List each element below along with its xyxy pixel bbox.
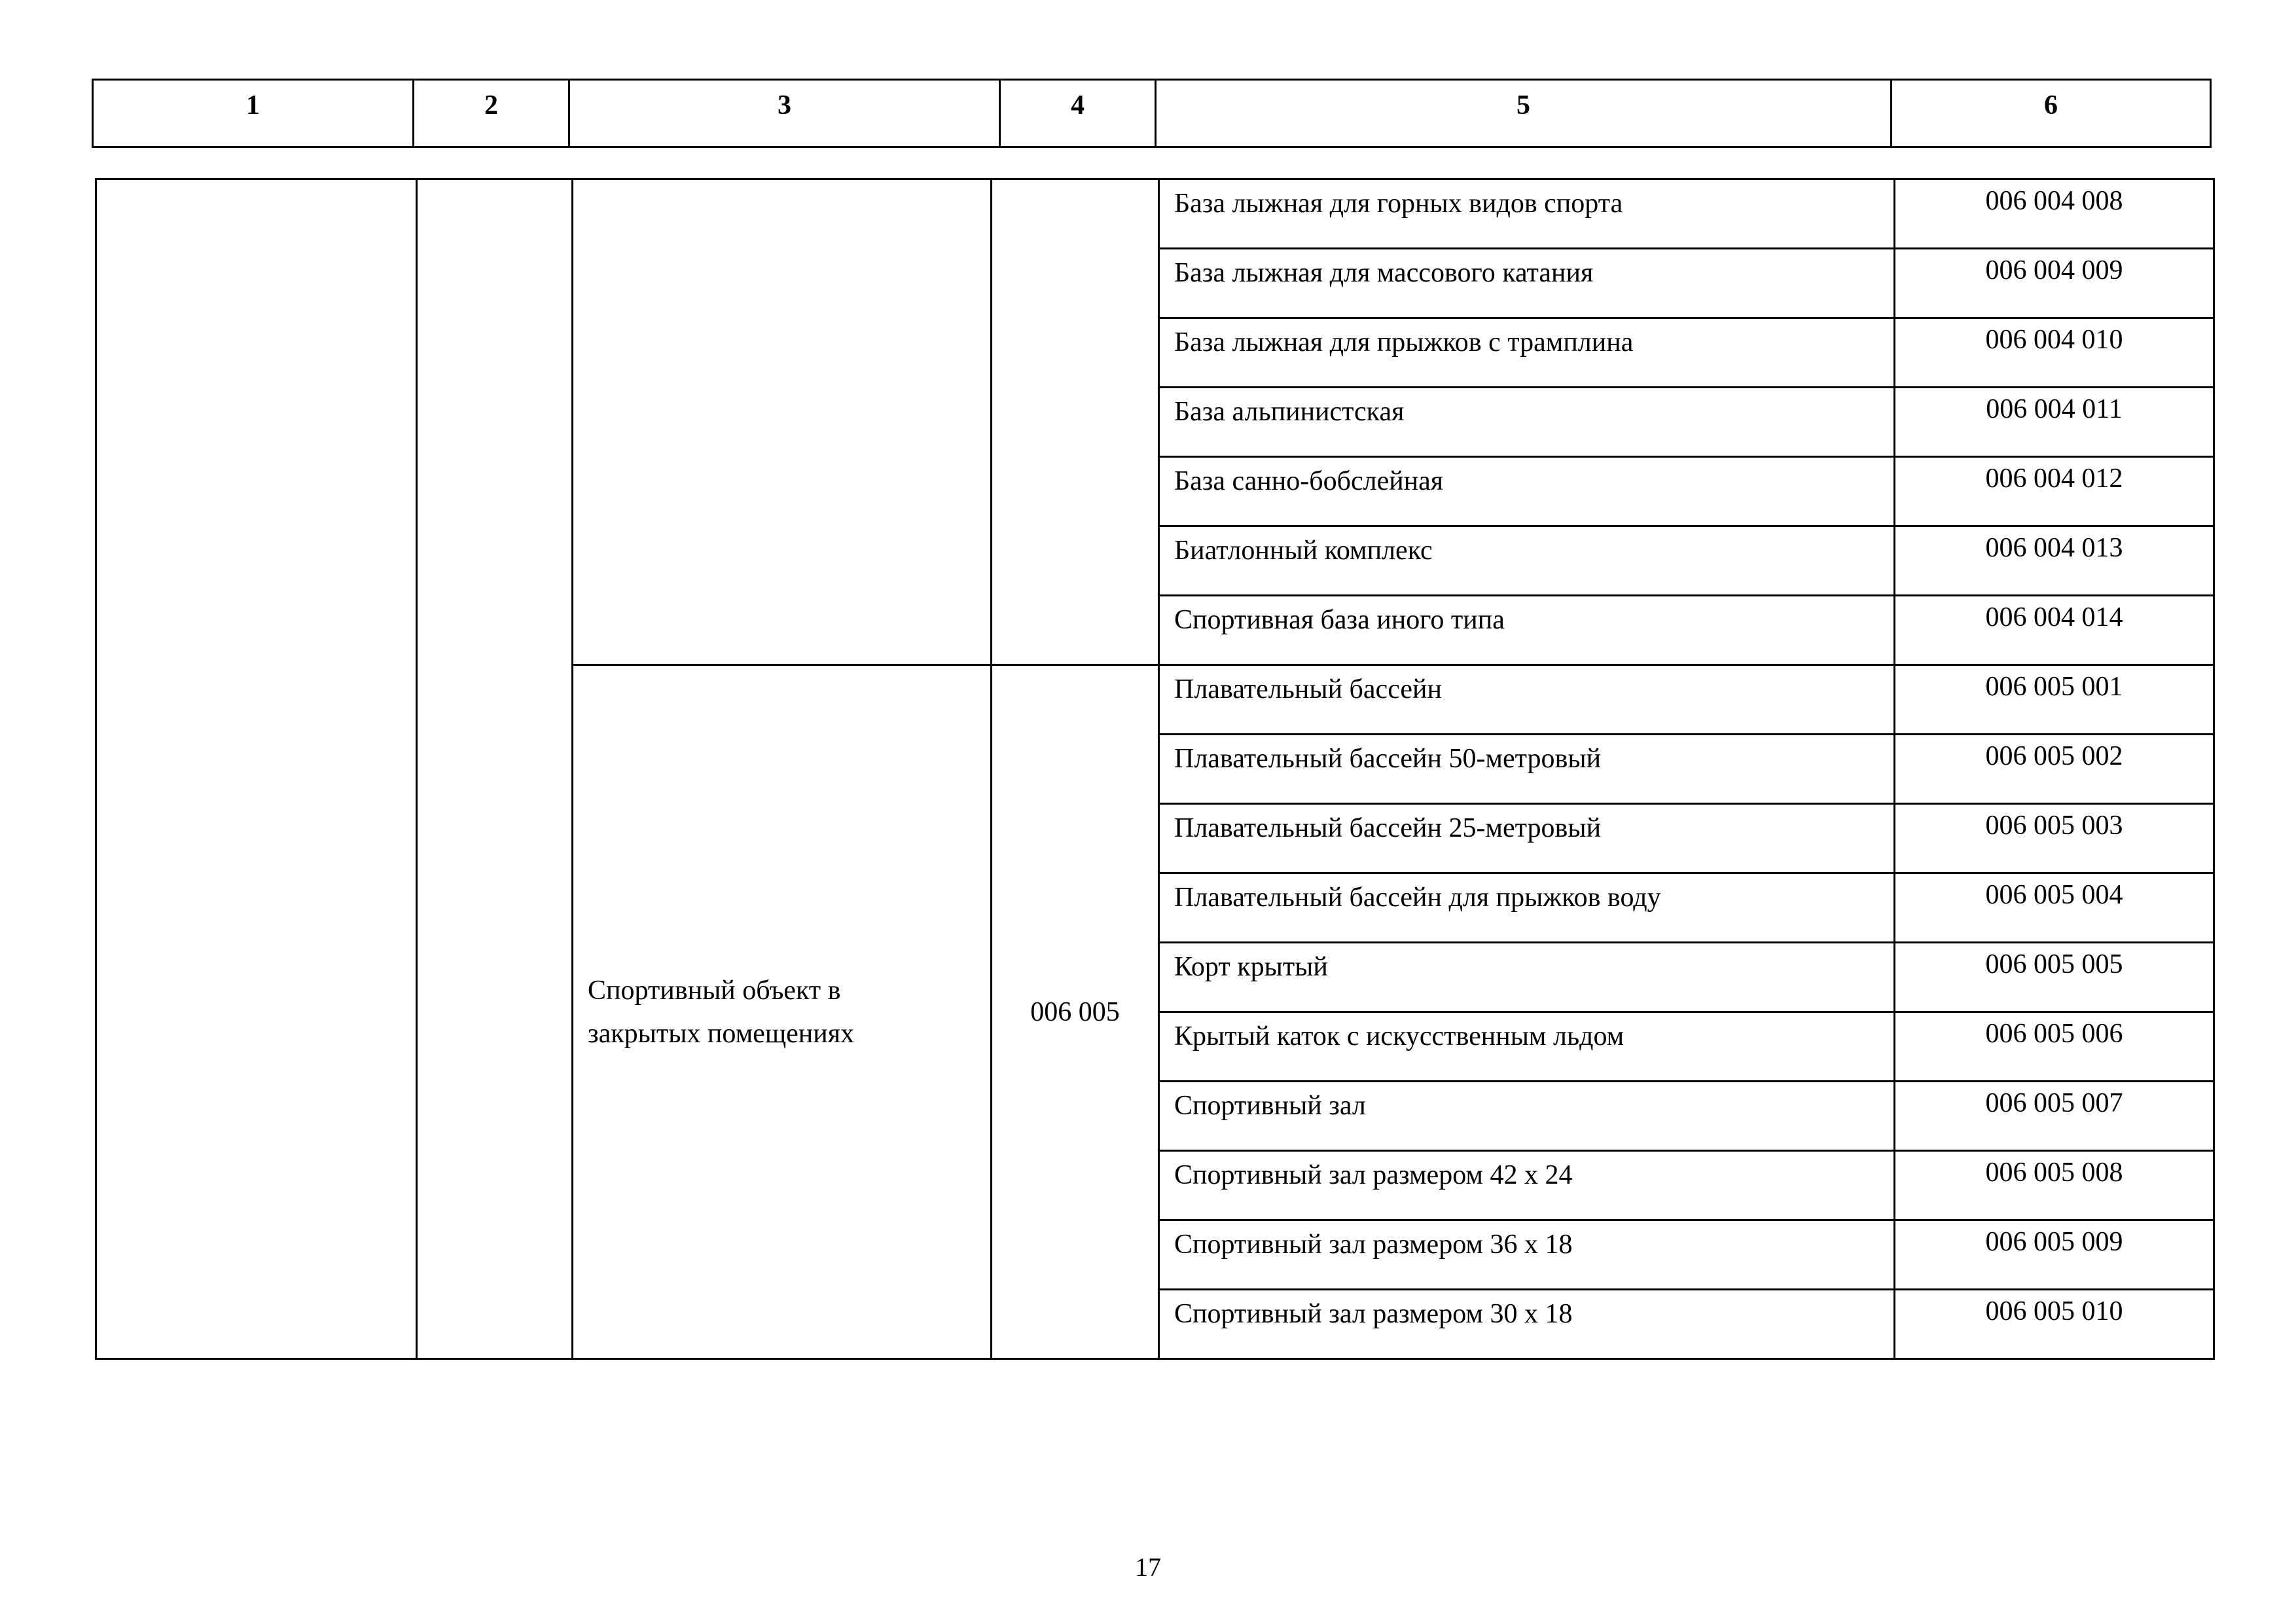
- group-name-line-1: Спортивный объект в: [588, 975, 841, 1006]
- object-code: 006 005 006: [1895, 1012, 2214, 1082]
- group-code-cell-empty: [992, 179, 1159, 665]
- object-name: Спортивный зал размером 36 х 18: [1159, 1220, 1895, 1290]
- object-code: 006 004 008: [1895, 179, 2214, 249]
- object-code: 006 004 011: [1895, 388, 2214, 457]
- column-header-table: [92, 79, 2212, 148]
- object-code: 006 004 014: [1895, 596, 2214, 665]
- page-number: 17: [1135, 1552, 1161, 1582]
- column-header-5: 5: [1156, 80, 1892, 147]
- object-code: 006 004 009: [1895, 249, 2214, 318]
- table-row: [96, 179, 2214, 249]
- object-name: Плавательный бассейн: [1159, 665, 1895, 735]
- column-header-6: 6: [1892, 80, 2211, 147]
- object-code: 006 005 008: [1895, 1151, 2214, 1220]
- column-1-cell: [96, 179, 417, 1359]
- object-name: Крытый каток с искусственным льдом: [1159, 1012, 1895, 1082]
- object-code: 006 004 012: [1895, 457, 2214, 526]
- object-name: Корт крытый: [1159, 943, 1895, 1012]
- object-code: 006 005 007: [1895, 1082, 2214, 1151]
- object-name: Спортивная база иного типа: [1159, 596, 1895, 665]
- object-name: База лыжная для массового катания: [1159, 249, 1895, 318]
- group-name-cell-empty: [573, 179, 992, 665]
- object-code: 006 005 004: [1895, 873, 2214, 943]
- column-header-4: 4: [1000, 80, 1156, 147]
- column-2-cell: [417, 179, 573, 1359]
- object-name: Спортивный зал: [1159, 1082, 1895, 1151]
- group-name-line-2: закрытых помещениях: [588, 1018, 855, 1049]
- object-code: 006 005 010: [1895, 1290, 2214, 1359]
- column-header-row: [93, 80, 2211, 147]
- object-name: Плавательный бассейн 25-метровый: [1159, 804, 1895, 873]
- column-header-1: 1: [93, 80, 414, 147]
- group-code-cell: 006 005: [992, 665, 1159, 1359]
- object-code: 006 005 001: [1895, 665, 2214, 735]
- object-code: 006 004 010: [1895, 318, 2214, 388]
- classifier-table: [95, 178, 2215, 1360]
- object-code: 006 005 009: [1895, 1220, 2214, 1290]
- object-name: Плавательный бассейн 50-метровый: [1159, 735, 1895, 804]
- object-name: Плавательный бассейн для прыжков воду: [1159, 873, 1895, 943]
- object-name: База санно-бобслейная: [1159, 457, 1895, 526]
- object-name: Биатлонный комплекс: [1159, 526, 1895, 596]
- object-name: База лыжная для прыжков с трамплина: [1159, 318, 1895, 388]
- object-code: 006 005 002: [1895, 735, 2214, 804]
- object-code: 006 005 003: [1895, 804, 2214, 873]
- object-name: База альпинистская: [1159, 388, 1895, 457]
- object-name: Спортивный зал размером 42 х 24: [1159, 1151, 1895, 1220]
- column-header-3: 3: [569, 80, 1000, 147]
- object-code: 006 005 005: [1895, 943, 2214, 1012]
- column-header-2: 2: [414, 80, 569, 147]
- object-name: Спортивный зал размером 30 х 18: [1159, 1290, 1895, 1359]
- group-name-cell: [573, 665, 992, 1359]
- object-code: 006 004 013: [1895, 526, 2214, 596]
- object-name: База лыжная для горных видов спорта: [1159, 179, 1895, 249]
